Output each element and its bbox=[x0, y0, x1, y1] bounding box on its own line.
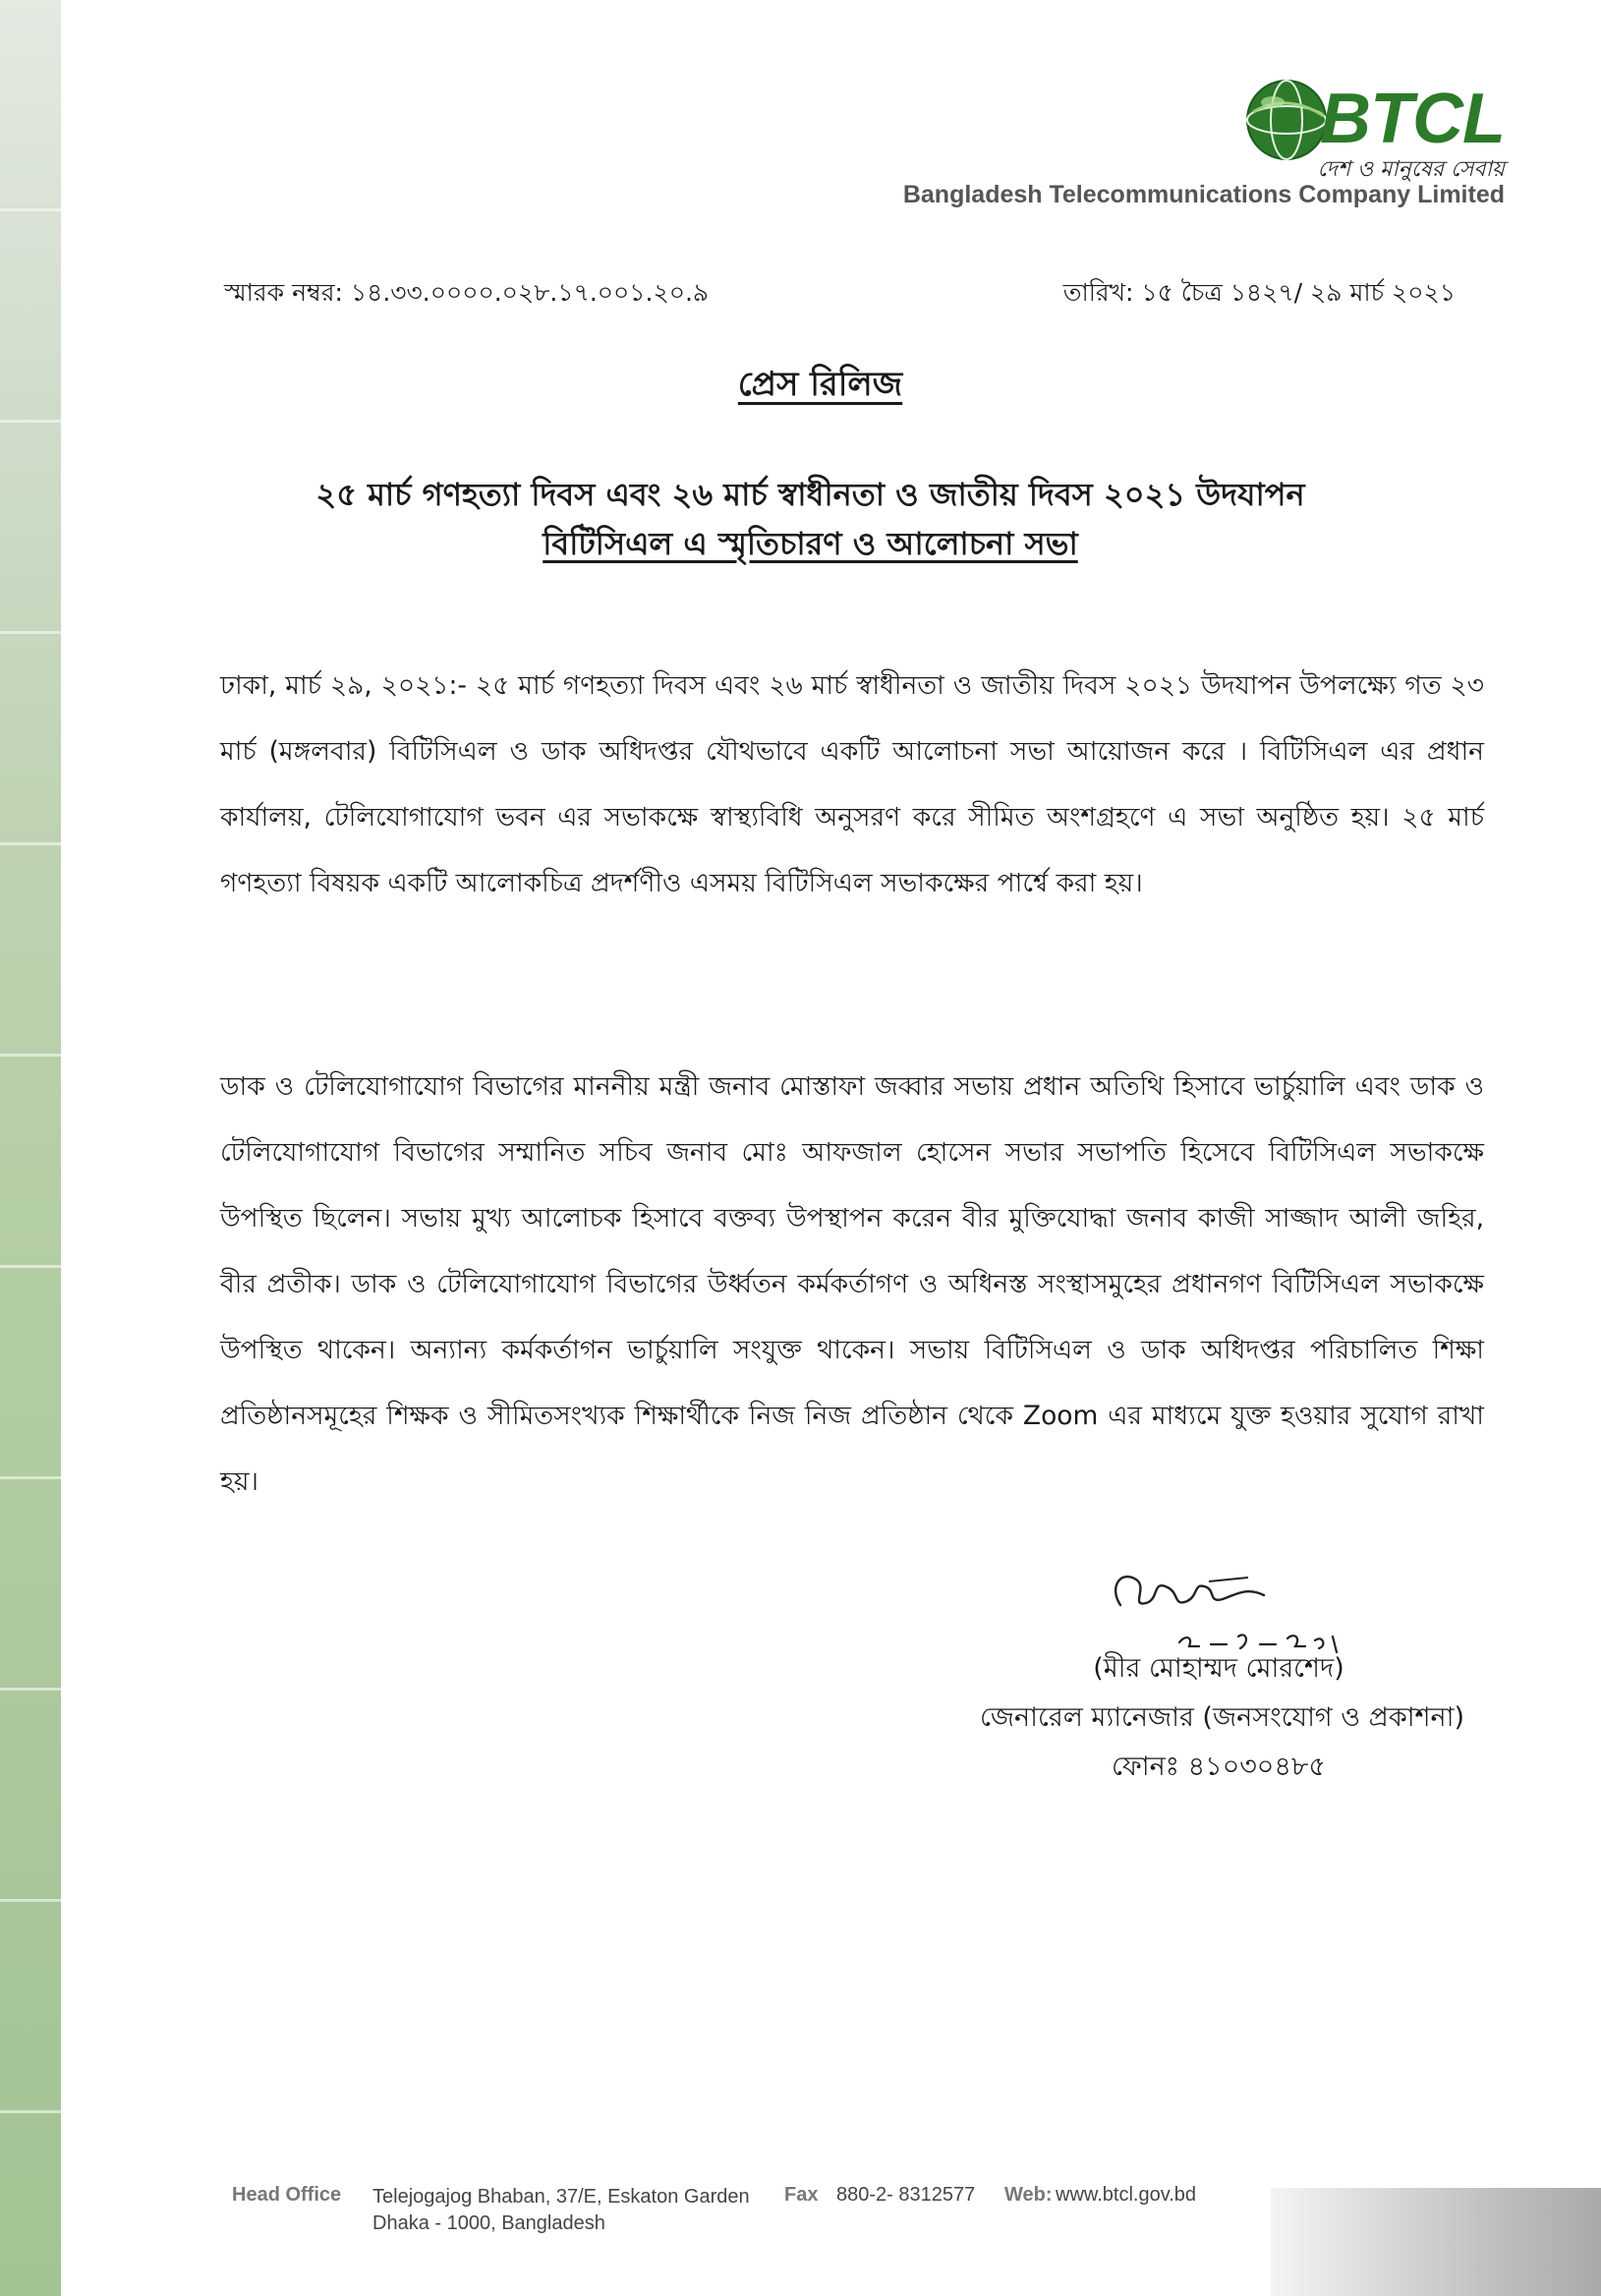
footer-address bbox=[372, 2184, 766, 2237]
press-release-title: প্রেস রিলিজ bbox=[737, 365, 903, 404]
signer-name: (মীর মোহাম্মদ মোরশেদ) bbox=[1093, 1653, 1344, 1684]
signer-title: জেনারেল ম্যানেজার (জনসংযোগ ও প্রকাশনা) bbox=[979, 1702, 1464, 1733]
footer-address-line-2: Dhaka - 1000, Bangladesh bbox=[372, 2212, 605, 2234]
footer-fax: 880-2- 8312577 bbox=[836, 2184, 976, 2206]
footer-head-office-label: Head Office bbox=[232, 2184, 342, 2206]
logo-text: BTCL bbox=[1320, 80, 1505, 158]
footer-address-line-1: Telejogajog Bhaban, 37/E, Eskaton Garden bbox=[372, 2186, 750, 2208]
document-date: তারিখ: ১৫ চৈত্র ১৪২৭/ ২৯ মার্চ ২০২১ bbox=[1062, 278, 1456, 307]
subheadline: বিটিসিএল এ স্মৃতিচারণ ও আলোচনা সভা bbox=[543, 525, 1078, 562]
body-paragraph-1: ঢাকা, মার্চ ২৯, ২০২১:- ২৫ মার্চ গণহত্যা দিবস এবং ২৬ মার্চ স্বাধীনতা ও জাতীয় দিবস ২০২১ উদযাপন উপলক্ষ্যে গত ২৩ মার্চ (মঙ্গলবার) বিটিসিএল ও ডাক অধিদপ্তর যৌথভাবে একটি আলোচনা সভা আয়োজন করে । বিটিসিএল এর প্রধান কার্যালয়, টেলিযোগাযোগ ভবন এর সভাকক্ষে স্বাস্থ্যবিধি অনুসরণ করে সীমিত অংশগ্রহণে এ সভা অনুষ্ঠিত হয়। ২৫ মার্চ গণহত্যা বিষয়ক একটি আলোকচিত্র প্রদর্শণীও এসময় বিটিসিএল সভাকক্ষের পার্শ্বে করা হয়। bbox=[220, 670, 1484, 898]
decorative-side-band bbox=[0, 0, 61, 2296]
logo-tagline: দেশ ও মানুষের সেবায় bbox=[1317, 157, 1505, 182]
footer-fax-label: Fax bbox=[784, 2184, 819, 2206]
footer-web-label: Web: bbox=[1004, 2184, 1053, 2206]
headline: ২৫ মার্চ গণহত্যা দিবস এবং ২৬ মার্চ স্বাধীনতা ও জাতীয় দিবস ২০২১ উদযাপন bbox=[315, 476, 1305, 513]
footer-web-link[interactable]: www.btcl.gov.bd bbox=[1056, 2184, 1197, 2206]
company-name: Bangladesh Telecommunications Company Limited bbox=[902, 181, 1505, 208]
signer-phone: ফোনঃ ৪১০৩০৪৮৫ bbox=[1112, 1751, 1326, 1782]
decorative-corner-shade bbox=[1271, 2188, 1601, 2296]
signature-block bbox=[914, 1558, 1464, 1784]
memo-number: স্মারক নম্বর: ১৪.৩৩.০০০০.০২৮.১৭.০০১.২০.৯ bbox=[224, 278, 710, 307]
body-paragraph-2: ডাক ও টেলিযোগাযোগ বিভাগের মাননীয় মন্ত্রী জনাব মোস্তাফা জব্বার সভায় প্রধান অতিথি হিসাবে ভার্চুয়ালি এবং ডাক ও টেলিযোগাযোগ বিভাগের সম্মানিত সচিব জনাব মোঃ আফজাল হোসেন সভার সভাপতি হিসেবে বিটিসিএল সভাকক্ষে উপস্থিত ছিলেন। সভায় মুখ্য আলোচক হিসাবে বক্তব্য উপস্থাপন করেন বীর মুক্তিযোদ্ধা জনাব কাজী সাজ্জাদ আলী জহির, বীর প্রতীক। ডাক ও টেলিযোগাযোগ বিভাগের উর্ধ্বতন কর্মকর্তাগণ ও অধিনস্ত সংস্থাসমুহের প্রধানগণ বিটিসিএল সভাকক্ষে উপস্থিত থাকেন। অন্যান্য কর্মকর্তাগন ভার্চুয়ালি সংযুক্ত থাকেন। সভায় বিটিসিএল ও ডাক অধিদপ্তর পরিচালিত শিক্ষা প্রতিষ্ঠানসমূহের শিক্ষক ও সীমিতসংখ্যক শিক্ষার্থীকে নিজ নিজ প্রতিষ্ঠান থেকে Zoom এর মাধ্যমে যুক্ত হওয়ার সুযোগ রাখা হয়। bbox=[220, 1071, 1484, 1497]
